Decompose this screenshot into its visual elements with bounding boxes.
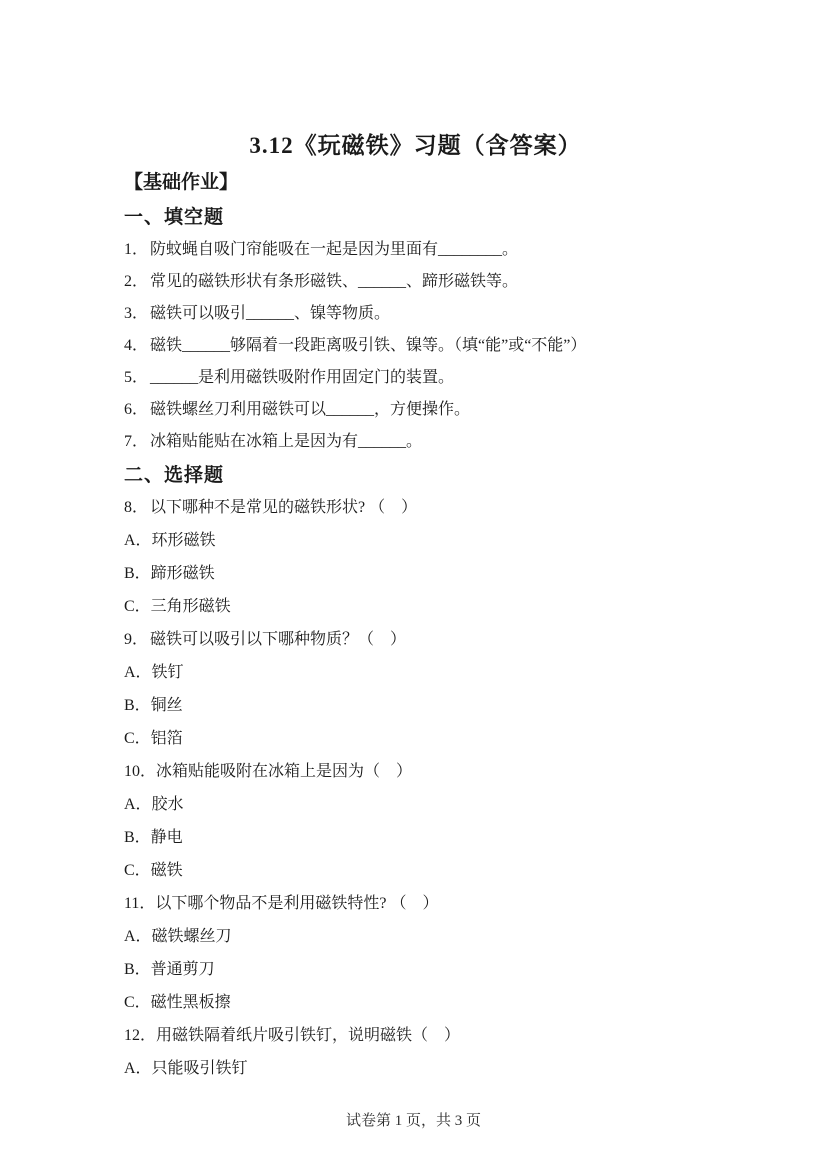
- question-8-option-c: C．三角形磁铁: [124, 598, 231, 615]
- question-1-text: 防蚊蝇自吸门帘能吸在一起是因为里面有________。: [150, 241, 519, 258]
- question-4-text: 磁铁______够隔着一段距离吸引铁、镍等。（填“能”或“不能”）: [150, 337, 587, 354]
- question-9-option-c: C．铝箔: [124, 730, 183, 747]
- question-1: [124, 241, 707, 258]
- question-11-option-c: C．磁性黑板擦: [124, 994, 231, 1011]
- question-10-option-b: B．静电: [124, 829, 183, 846]
- question-6-number: 6．: [124, 401, 149, 418]
- question-6-text: 磁铁螺丝刀利用磁铁可以______，方便操作。: [150, 401, 471, 418]
- question-11-option-a: A．磁铁螺丝刀: [124, 928, 232, 945]
- question-9: [124, 631, 707, 648]
- question-10-number: 10．: [124, 763, 157, 780]
- question-7: [124, 433, 707, 450]
- question-3-number: 3．: [124, 305, 149, 322]
- question-11-option-b: B．普通剪刀: [124, 961, 215, 978]
- question-10-text: 冰箱贴能吸附在冰箱上是因为（ ）: [156, 763, 413, 780]
- question-2: [124, 273, 707, 290]
- question-10: [124, 763, 707, 780]
- question-12: [124, 1027, 707, 1044]
- question-8-option-b: B．蹄形磁铁: [124, 565, 215, 582]
- question-5-text: ______是利用磁铁吸附作用固定门的装置。: [150, 369, 455, 386]
- question-8-text: 以下哪种不是常见的磁铁形状? （ ）: [150, 499, 418, 516]
- question-12-option-a: A．只能吸引铁钉: [124, 1060, 248, 1077]
- question-1-number: 1．: [124, 241, 149, 258]
- page-title: 3.12《玩磁铁》习题（含答案）: [249, 133, 582, 158]
- question-4-number: 4．: [124, 337, 149, 354]
- question-5: [124, 369, 707, 386]
- question-9-option-b: B．铜丝: [124, 697, 183, 714]
- question-10-option-c: C．磁铁: [124, 862, 183, 879]
- question-2-number: 2．: [124, 273, 149, 290]
- question-9-number: 9．: [124, 631, 149, 648]
- question-8: [124, 499, 707, 516]
- question-2-text: 常见的磁铁形状有条形磁铁、______、蹄形磁铁等。: [150, 273, 519, 290]
- question-12-text: 用磁铁隔着纸片吸引铁钉，说明磁铁（ ）: [156, 1027, 461, 1044]
- question-4: [124, 337, 707, 354]
- choice-section: [124, 465, 707, 1077]
- question-8-option-a: A．环形磁铁: [124, 532, 216, 549]
- choice-heading: 二、选择题: [124, 465, 225, 486]
- question-10-option-a: A．胶水: [124, 796, 184, 813]
- question-7-number: 7．: [124, 433, 149, 450]
- page-footer: 试卷第 1 页，共 3 页: [345, 1113, 481, 1129]
- homework-section-label: 【基础作业】: [124, 172, 239, 193]
- question-9-option-a: A．铁钉: [124, 664, 184, 681]
- question-6: [124, 401, 707, 418]
- fill-in-section: [124, 207, 707, 450]
- question-12-number: 12．: [124, 1027, 157, 1044]
- question-9-text: 磁铁可以吸引以下哪种物质？（ ）: [150, 631, 407, 648]
- question-11-text: 以下哪个物品不是利用磁铁特性? （ ）: [155, 895, 439, 912]
- question-3: [124, 305, 707, 322]
- question-3-text: 磁铁可以吸引______、镍等物质。: [150, 305, 391, 322]
- fill-in-heading: 一、填空题: [124, 207, 225, 228]
- question-7-text: 冰箱贴能贴在冰箱上是因为有______。: [150, 433, 423, 450]
- question-11-number: 11．: [124, 895, 156, 912]
- question-11: [124, 895, 707, 912]
- question-8-number: 8．: [124, 499, 149, 516]
- question-5-number: 5．: [124, 369, 149, 386]
